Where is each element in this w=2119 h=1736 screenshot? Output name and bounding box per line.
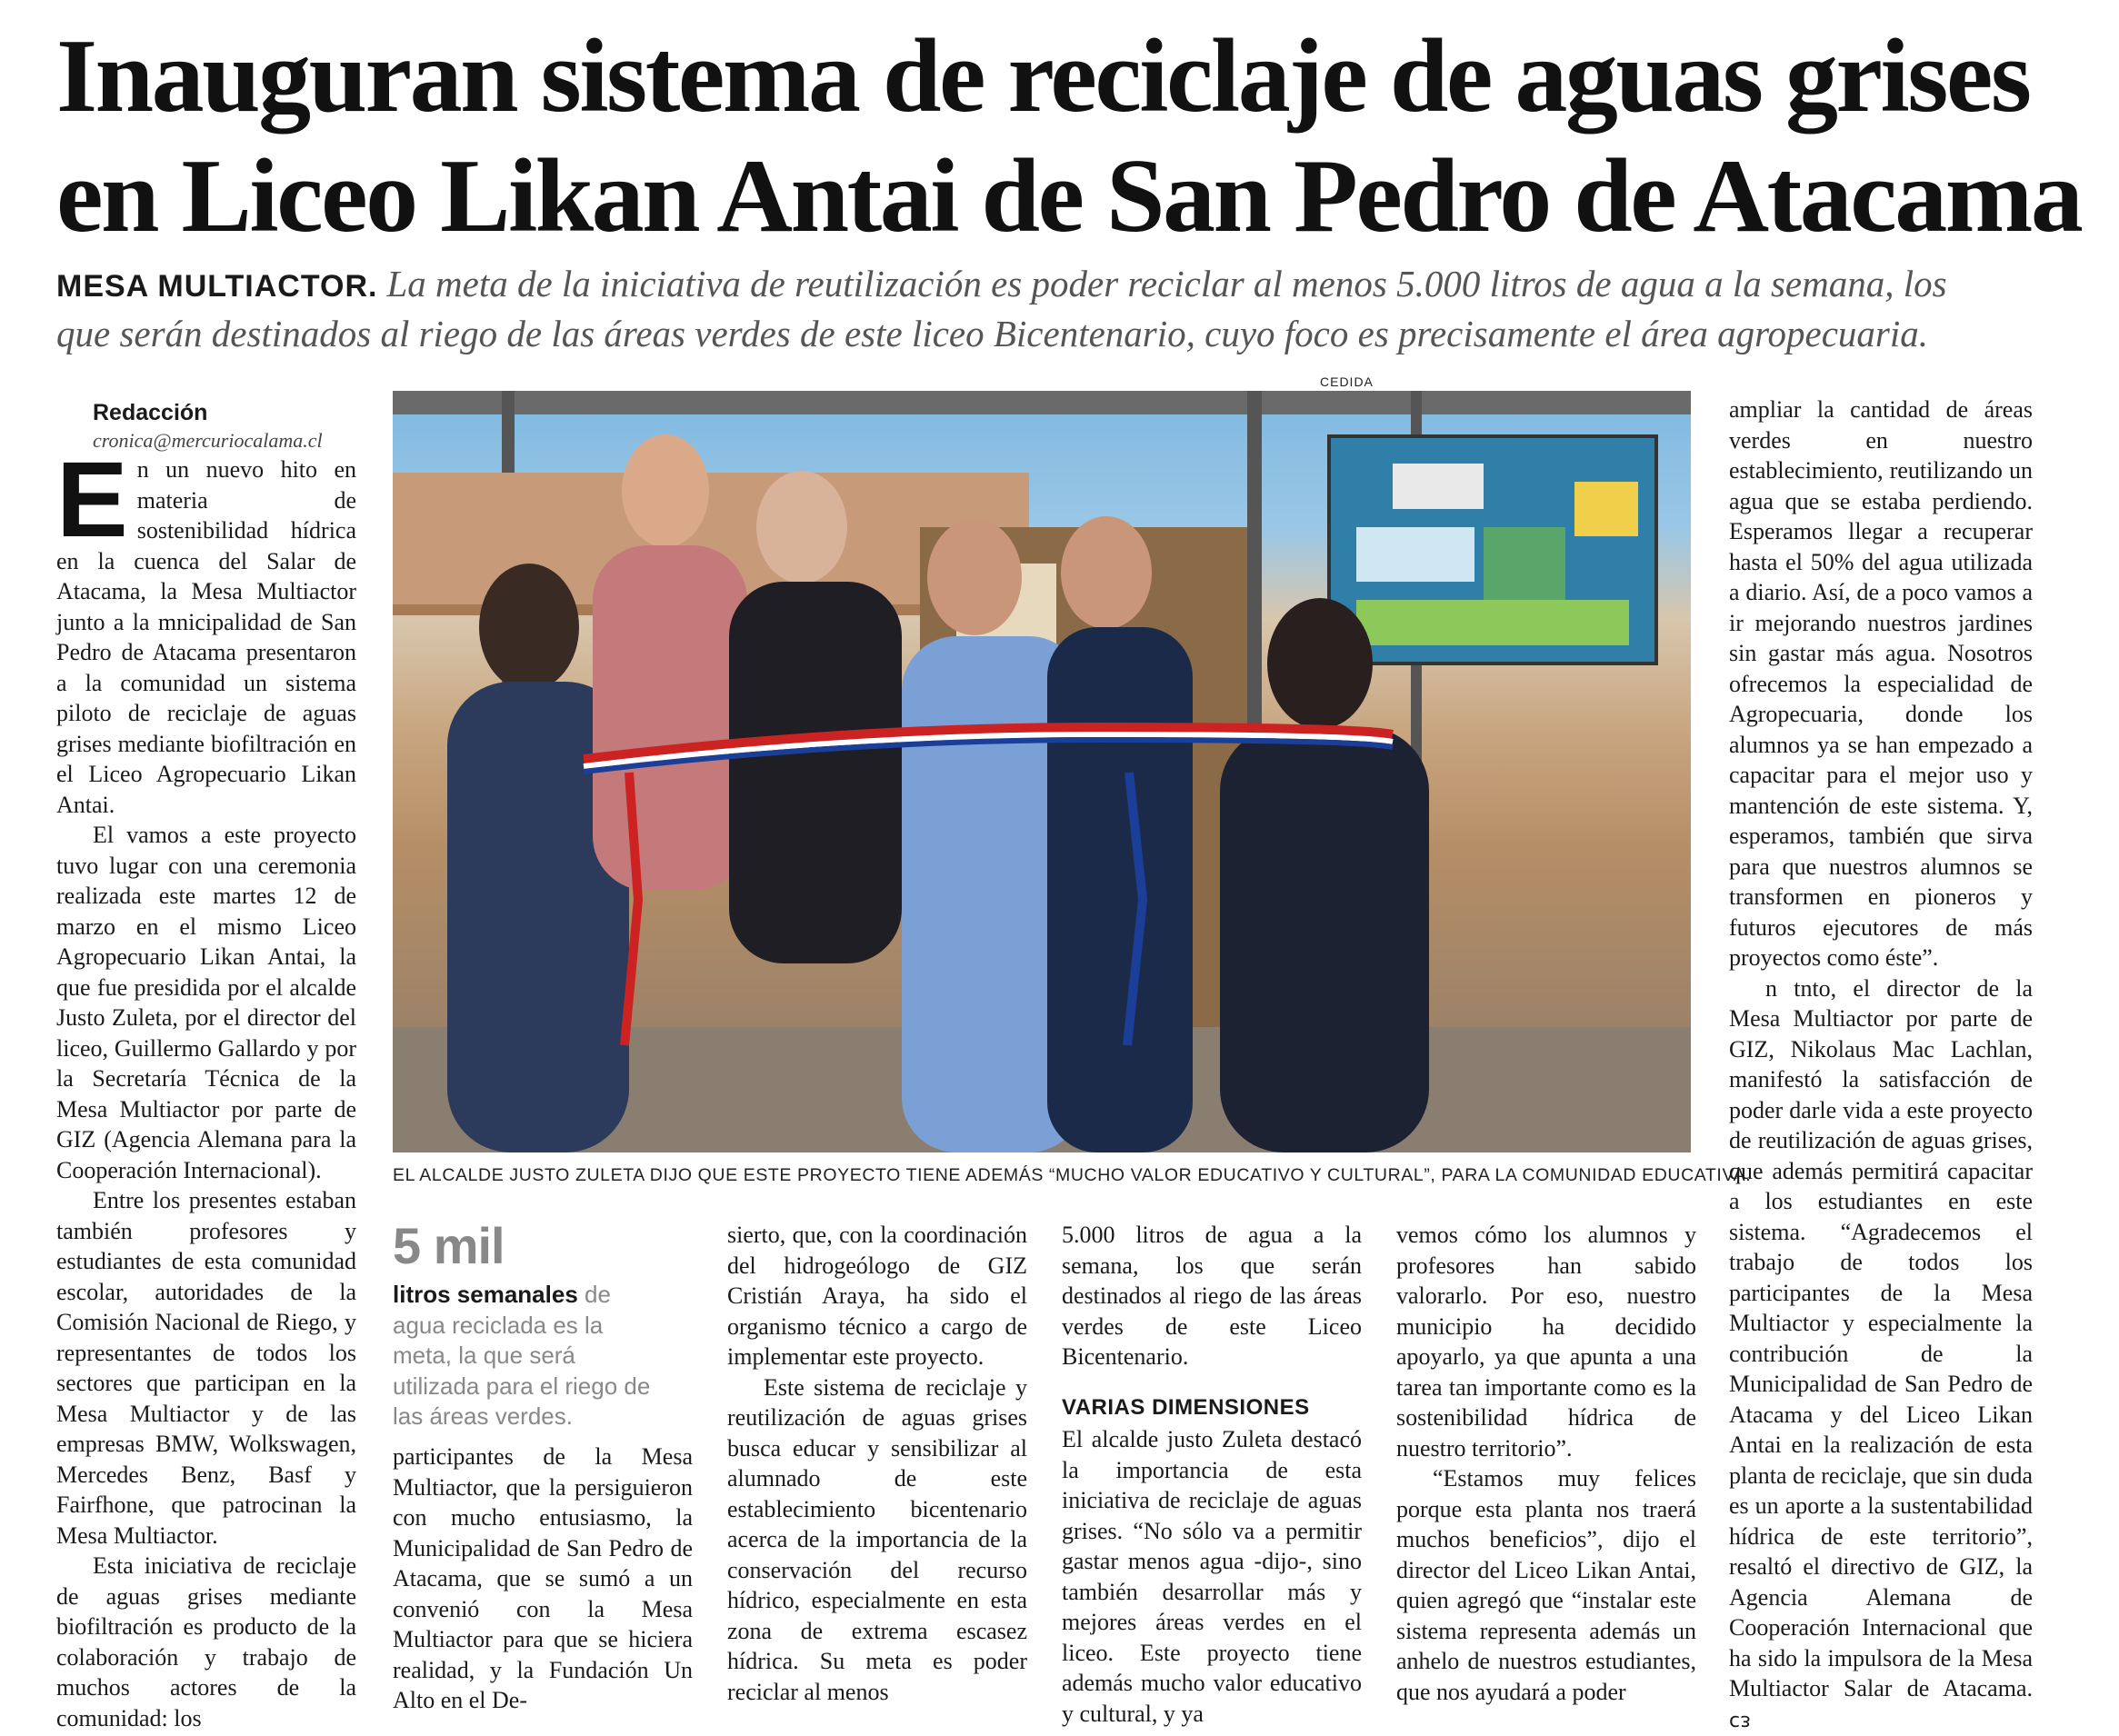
column-2 xyxy=(393,1442,693,1716)
col1-paragraph-3: Entre los presentes estaban también profesores y estudiantes de esta comunidad escolar, autoridades de la Comisión Nacional de Riego, y representantes de todos los sectores que participan en la Mesa Multiactor y de las empresas BMW, Wolkswagen, Mercedes Benz, Basf y Fairfhone, que patrocinan la Mesa Multiactor. xyxy=(56,1185,356,1551)
headline xyxy=(56,16,2056,256)
subhead-kicker: MESA MULTIACTOR. xyxy=(56,269,377,304)
column-6 xyxy=(1729,394,2033,1736)
dropcap: E xyxy=(56,458,128,542)
section-title: VARIAS DIMENSIONES xyxy=(1062,1392,1362,1423)
col6-paragraph-2-text: n tnto, el director de la Mesa Multiactor por parte de GIZ, Nikolaus Mac Lachlan, manifestó la satisfacción de poder darle vida a este proyecto de reutilización de aguas grises, que además permitirá capacitar a los estudiantes en este sistema. “Agradecemos el trabajo de todos los participantes de la Mesa Multiactor y especialmente la contribución de la Municipalidad de San Pedro de Atacama y del Liceo Likan Antai en la realización de esta planta de reciclaje, que sin duda es un aporte a la sustentabilidad hídrica de este territorio”, resaltó el directivo de GIZ, la Agencia Alemana de Cooperación Internacional que ha sido la impulsora de la Mesa Multiactor Salar de Atacama. xyxy=(1729,975,2033,1702)
col3-paragraph-2: Este sistema de reciclaje y reutilización de aguas grises busca educar y sensibilizar al alumnado de este establecimiento bicentenario acerca de la importancia de la conservación del recurso hídrico, especialmente en esta zona de extrema escasez hídrica. Su meta es poder reciclar al menos xyxy=(727,1372,1027,1708)
col1-paragraph-2: El vamos a este proyecto tuvo lugar con una ceremonia realizada este martes 12 de marzo en el mismo Liceo Agropecuario Likan Antai, la que fue presidida por el alcalde Justo Zuleta, por el director del liceo, Guillermo Gallardo y por la Secretaría Técnica de la Mesa Multiactor por parte de GIZ (Agencia Alemana para la Cooperación Internacional). xyxy=(56,820,356,1185)
col3-paragraph-1: sierto, que, con la coordinación del hidrogeólogo de GIZ Cristián Araya, ha sido el organismo técnico a cargo de implementar este proyecto. xyxy=(727,1220,1027,1372)
column-5 xyxy=(1396,1220,1696,1707)
photo-caption: EL ALCALDE JUSTO ZULETA DIJO QUE ESTE PROYECTO TIENE ADEMÁS “MUCHO VALOR EDUCATIVO Y CULTURAL”, PARA LA COMUNIDAD EDUCATIVA. xyxy=(393,1165,1693,1186)
col5-paragraph-2: “Estamos muy felices porque esta planta nos traerá muchos beneficios”, dijo el director del Liceo Likan Antai, quien agregó que “instalar este sistema representa además un anhelo de nuestros estudiantes, que nos ayudará a poder xyxy=(1396,1463,1696,1707)
headline-line-2: en Liceo Likan Antai de San Pedro de Atacama xyxy=(56,138,2081,254)
col6-paragraph-2 xyxy=(1729,973,2033,1736)
col4-paragraph-2: El alcalde justo Zuleta destacó la importancia de esta iniciativa de reciclaje de aguas grises. “No sólo va a permitir gastar menos agua -dijo-, sino también desarrollar más y mejores áreas verdes en el liceo. Este proyecto tiene además mucho valor educativo y cultural, y ya xyxy=(1062,1424,1362,1729)
ribbon-cutting-illustration xyxy=(393,391,1691,1152)
col6-paragraph-1: ampliar la cantidad de áreas verdes en nuestro establecimiento, reutilizando un agua que se estaba perdiendo. Esperamos llegar a recuperar hasta el 50% del agua utilizada a diario. Así, de a poco vamos a ir mejorando nuestros jardines sin gastar más agua. Nosotros ofrecemos la especialidad de Agropecuaria, donde los alumnos ya se han empezado a capacitar para el mejor uso y mantención de este sistema. Y, esperamos, también que sirva para que nuestros alumnos se transformen en pioneros y futuros ejecutores de más proyectos como éste”. xyxy=(1729,394,2033,973)
headline-line-1: Inauguran sistema de reciclaje de aguas grises xyxy=(56,18,2030,135)
subhead xyxy=(56,260,2002,357)
end-mark-icon: ᴄᴈ xyxy=(1729,1710,1751,1732)
stat-rest: de agua reciclada es la meta, la que será utilizada para el riego de las áreas verdes. xyxy=(393,1281,650,1430)
article-photo xyxy=(393,391,1691,1152)
column-1 xyxy=(56,398,356,1733)
stat-bold: litros semanales xyxy=(393,1281,578,1308)
byline-name: Redacción xyxy=(56,398,356,427)
stat-number: 5 mil xyxy=(393,1216,505,1275)
subhead-text: La meta de la iniciativa de reutilización es poder reciclar al menos 5.000 litros de agua a la semana, los que serán destinados al riego de las áreas verdes de este liceo Bicentenario, cuyo foco es precisamente el área agropecuaria. xyxy=(56,263,1947,354)
byline-email: cronica@mercuriocalama.cl xyxy=(56,427,356,454)
col1-paragraph-1-text: n un nuevo hito en materia de sostenibilidad hídrica en la cuenca del Salar de Atacama, la Mesa Multiactor junto a la mnicipalidad de San Pedro de Atacama presentaron a la comunidad un sistema piloto de reciclaje de aguas grises mediante biofiltración en el Liceo Agropecuario Likan Antai. xyxy=(56,456,356,818)
stat-text xyxy=(393,1280,665,1432)
column-3 xyxy=(727,1220,1027,1707)
col2-paragraph-1: participantes de la Mesa Multiactor, que la persiguieron con mucho entusiasmo, la Municipalidad de San Pedro de Atacama, que se sumó a un convenió con la Mesa Multiactor para que se hiciera realidad, y la Fundación Un Alto en el De- xyxy=(393,1442,693,1716)
column-4 xyxy=(1062,1220,1362,1729)
photo-credit: CEDIDA xyxy=(1320,374,1374,389)
col5-paragraph-1: vemos cómo los alumnos y profesores han sabido valorarlo. Por eso, nuestro municipio ha decidido apoyarlo, ya que apunta a una tarea tan importante como es la sostenibilidad hídrica de nuestro territorio”. xyxy=(1396,1220,1696,1463)
col1-paragraph-4: Esta iniciativa de reciclaje de aguas grises mediante biofiltración es producto de la colaboración y trabajo de muchos actores de la comunidad: los xyxy=(56,1551,356,1733)
col4-paragraph-1: 5.000 litros de agua a la semana, los que serán destinados al riego de las áreas verdes de este Liceo Bicentenario. xyxy=(1062,1220,1362,1372)
col1-paragraph-1 xyxy=(56,454,356,820)
